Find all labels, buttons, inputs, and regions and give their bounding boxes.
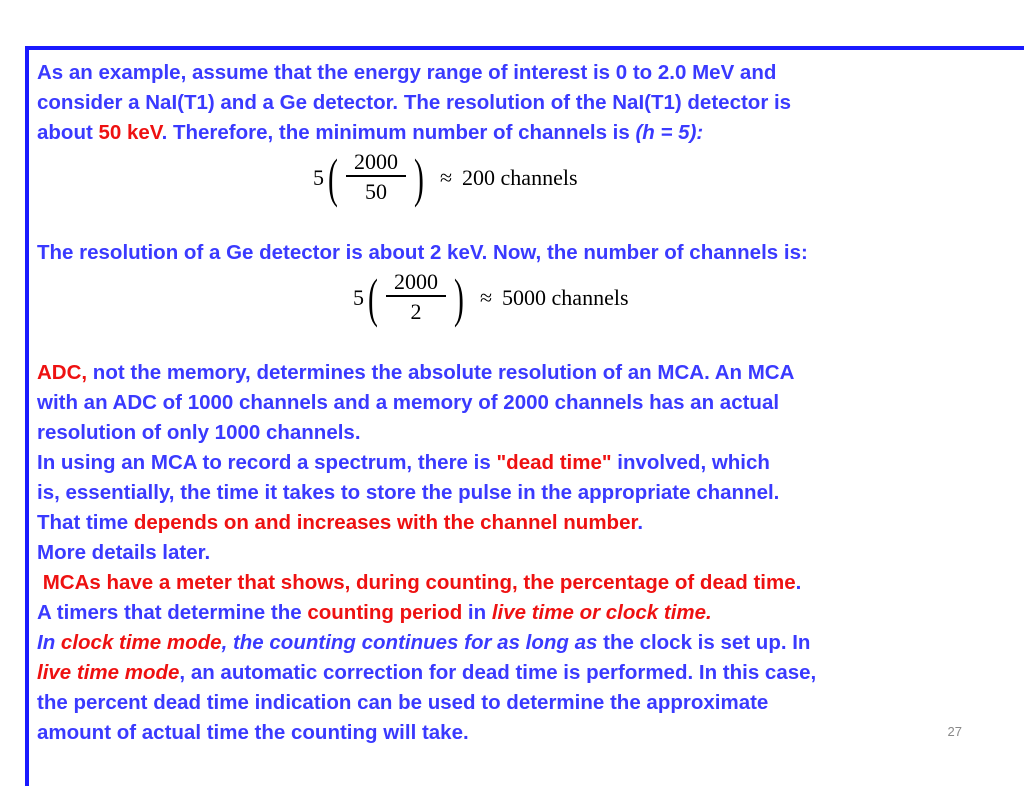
text-line: the percent dead time indication can be used to determine the approximate [37, 691, 769, 714]
text-line: A timers that determine the counting period in live time or clock time. [37, 601, 712, 624]
text-line: consider a NaI(T1) and a Ge detector. The resolution of the NaI(T1) detector is [37, 91, 792, 114]
highlight-resolution: 50 keV [98, 121, 162, 144]
text-line: That time depends on and increases with the channel number. [37, 511, 644, 534]
text-line: As an example, assume that the energy range of interest is 0 to 2.0 MeV and [37, 61, 777, 84]
text-line: resolution of only 1000 channels. [37, 421, 361, 444]
text-line: about 50 keV. Therefore, the minimum number of channels is (h = 5): [37, 121, 704, 144]
text-line: is, essentially, the time it takes to store the pulse in the appropriate channel. [37, 481, 780, 504]
text-line: The resolution of a Ge detector is about 2 keV. Now, the number of channels is: [37, 241, 808, 264]
h-value: (h = 5): [635, 121, 704, 144]
slide-content [37, 58, 1022, 748]
text-line: In clock time mode, the counting continues for as long as the clock is set up. In [37, 631, 811, 654]
formula-ge: 5 ( $\frac{2000}{2}$ ) ≈ 5000 channels [353, 268, 629, 328]
text-line: amount of actual time the counting will take. [37, 721, 469, 744]
text-line: ADC, not the memory, determines the absolute resolution of an MCA. An MCA [37, 361, 795, 384]
text-line: More details later. [37, 541, 211, 564]
text-line: In using an MCA to record a spectrum, there is "dead time" involved, which [37, 451, 770, 474]
formula-nai: 5 ( $\frac{2000}{50}$ ) ≈ 200 channels [313, 148, 578, 208]
text-line: with an ADC of 1000 channels and a memory of 2000 channels has an actual [37, 391, 780, 414]
page-number: 27 [947, 724, 962, 739]
text-line: MCAs have a meter that shows, during counting, the percentage of dead time. [42, 571, 802, 594]
text-line: live time mode, an automatic correction for dead time is performed. In this case, [37, 661, 817, 684]
